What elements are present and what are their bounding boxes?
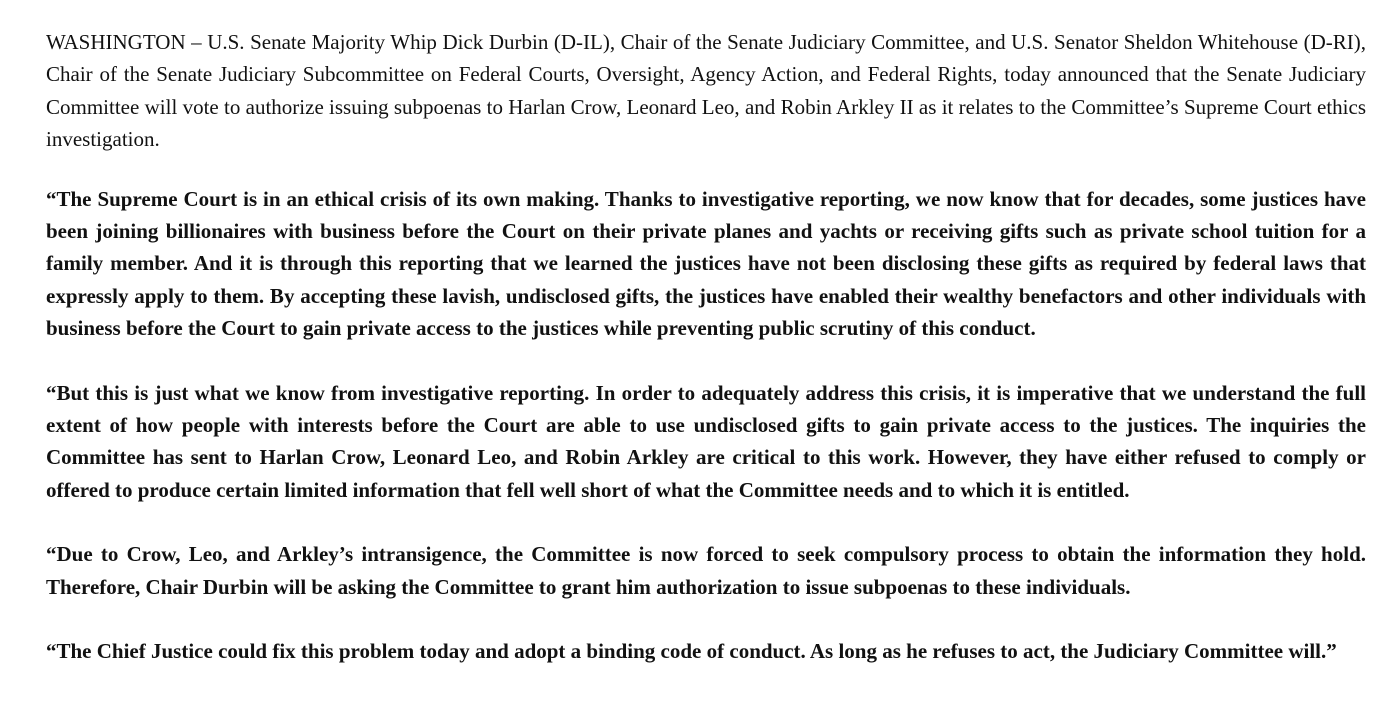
quote-paragraph: “But this is just what we know from investigative reporting. In order to adequately address this crisis, it is imperative that we understand the full extent of how people with interests before the Court are able to use undisclosed gifts to gain private access to the justices. The inquiries the Committee has sent to Harlan Crow, Leonard Leo, and Robin Arkley are critical to this work. However, they have either refused to comply or offered to produce certain limited information that fell well short of what the Committee needs and to which it is entitled.	[46, 380, 1366, 502]
quote-paragraph: “The Supreme Court is in an ethical crisis of its own making. Thanks to investigative reporting, we now know that for decades, some justices have been joining billionaires with business before the Court on their private planes and yachts or receiving gifts such as private school tuition for a family member. And it is through this reporting that we learned the justices have not been disclosing these gifts as required by federal laws that expressly apply to them. By accepting these lavish, undisclosed gifts, the justices have enabled their wealthy benefactors and other individuals with business before the Court to gain private access to the justices while preventing public scrutiny of this conduct.	[46, 186, 1366, 341]
quote-paragraph: “Due to Crow, Leo, and Arkley’s intransigence, the Committee is now forced to seek compulsory process to obtain the information they hold. Therefore, Chair Durbin will be asking the Committee to grant him authorization to issue subpoenas to these individuals.	[46, 542, 1366, 599]
quote-paragraph: “The Chief Justice could fix this problem today and adopt a binding code of conduct. As long as he refuses to act, the Judiciary Committee will.”	[46, 639, 1337, 664]
lead-paragraph: WASHINGTON – U.S. Senate Majority Whip Dick Durbin (D-IL), Chair of the Senate Judiciary Committee, and U.S. Senator Sheldon Whitehouse (D-RI), Chair of the Senate Judiciary Subcommittee on Federal Courts, Oversight, Agency Action, and Federal Rights, today announced that the Senate Judiciary Committee will vote to authorize issuing subpoenas to Harlan Crow, Leonard Leo, and Robin Arkley II as it relates to the Committee’s Supreme Court ethics investigation.	[46, 30, 1366, 152]
press-release-body	[46, 26, 1366, 668]
